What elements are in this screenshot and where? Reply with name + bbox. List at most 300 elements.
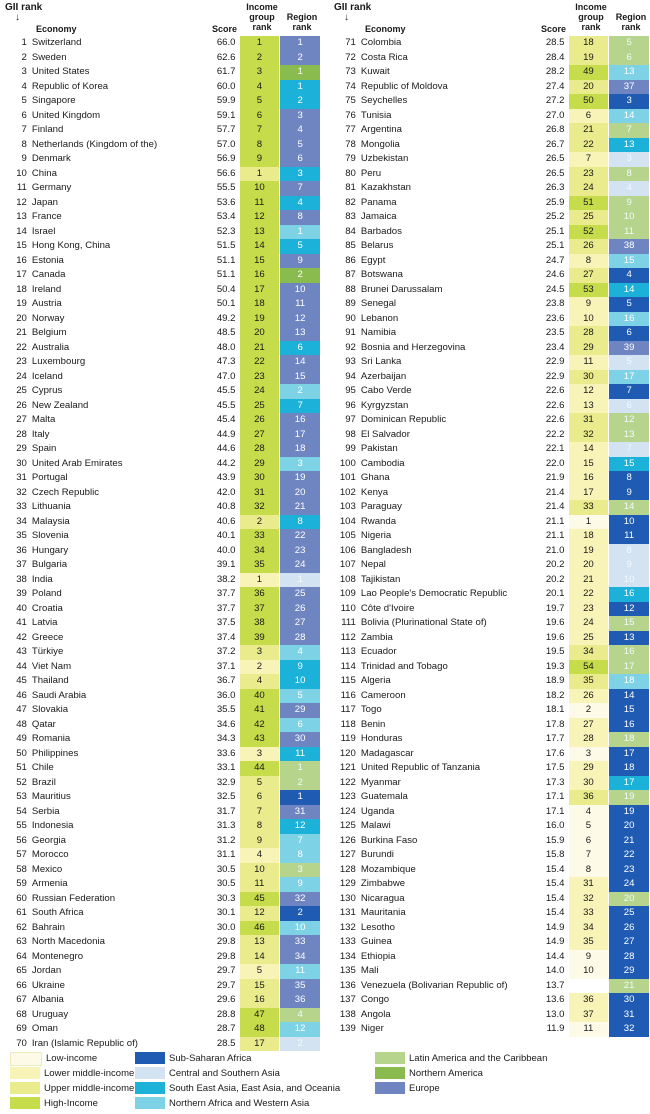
table-row	[334, 196, 649, 211]
gii-rank-cell: 76	[345, 109, 356, 121]
income-rank-cell: 43	[240, 732, 280, 747]
score-cell: 30.3	[216, 892, 236, 904]
income-rank-cell: 15	[569, 457, 609, 472]
score-header: Score	[212, 24, 238, 34]
table-row	[5, 442, 320, 457]
gii-rank-cell: 103	[339, 501, 356, 512]
legend-label: Low-income	[46, 1053, 98, 1064]
score-cell: 17.6	[545, 747, 565, 759]
gii-rank-cell: 113	[340, 646, 356, 657]
score-cell: 17.1	[545, 791, 565, 802]
table-row	[334, 964, 649, 979]
economy-cell: Congo	[360, 994, 390, 1005]
region-rank-cell: 8	[280, 210, 320, 225]
income-rank-cell: 33	[569, 500, 609, 515]
table-row	[334, 399, 649, 414]
region-rank-cell: 12	[609, 602, 649, 617]
gii-rank-cell: 134	[339, 950, 356, 962]
gii-rank-cell: 94	[345, 370, 356, 382]
legend-label: Northern America	[409, 1068, 483, 1079]
legend-swatch	[135, 1052, 165, 1064]
score-cell: 51.5	[216, 240, 236, 251]
score-cell: 40.6	[216, 515, 236, 527]
gii-rank-cell: 90	[345, 312, 356, 324]
economy-cell: Uganda	[360, 805, 395, 817]
score-cell: 11.9	[546, 1023, 565, 1034]
region-rank-cell: 4	[280, 1008, 320, 1023]
economy-cell: Australia	[31, 341, 70, 353]
economy-cell: Belarus	[360, 240, 394, 251]
table-row	[334, 80, 649, 95]
income-rank-cell: 49	[569, 65, 609, 80]
economy-cell: Trinidad and Tobago	[360, 660, 448, 672]
region-rank-cell: 5	[280, 138, 320, 153]
economy-cell: Madagascar	[360, 747, 414, 759]
region-rank-cell: 11	[609, 225, 649, 240]
table-row	[5, 761, 320, 776]
gii-rank-cell: 83	[345, 211, 356, 222]
score-cell: 29.7	[216, 979, 236, 991]
economy-cell: Dominican Republic	[360, 414, 447, 425]
region-rank-cell: 3	[280, 109, 320, 124]
table-row	[334, 210, 649, 225]
score-cell: 25.2	[545, 211, 565, 222]
table-row	[334, 51, 649, 66]
score-cell: 47.3	[216, 356, 236, 367]
region-rank-cell: 14	[609, 109, 649, 124]
economy-cell: Senegal	[360, 298, 397, 309]
economy-cell: Nicaragua	[360, 892, 405, 904]
economy-cell: Malta	[31, 414, 56, 425]
gii-rank-cell: 66	[16, 979, 27, 991]
region-rank-cell: 8	[609, 544, 649, 559]
region-rank-header: Region rank	[615, 12, 647, 32]
score-cell: 53.6	[216, 196, 236, 208]
score-cell: 38.2	[216, 573, 236, 585]
economy-cell: Zimbabwe	[360, 878, 406, 889]
economy-cell: Saudi Arabia	[31, 689, 87, 701]
table-row	[334, 138, 649, 153]
income-rank-cell: 19	[569, 51, 609, 66]
region-rank-cell: 31	[609, 1008, 649, 1023]
income-rank-cell: 8	[240, 819, 280, 834]
income-rank-cell: 26	[240, 413, 280, 428]
table-row	[5, 268, 320, 283]
economy-cell: Jamaica	[360, 211, 397, 222]
gii-rank-cell: 30	[16, 457, 27, 469]
region-rank-cell: 1	[280, 80, 320, 95]
income-rank-cell: 10	[569, 312, 609, 327]
gii-rank-cell: 4	[21, 80, 27, 92]
score-cell: 26.7	[545, 138, 565, 150]
income-rank-cell: 30	[240, 471, 280, 486]
table-row	[5, 36, 320, 51]
down-arrow-icon: ↓	[15, 12, 20, 23]
score-cell: 39.1	[216, 559, 236, 570]
region-rank-cell: 2	[280, 776, 320, 791]
income-rank-cell: 30	[569, 776, 609, 791]
income-rank-cell: 6	[240, 790, 280, 805]
region-rank-cell: 3	[609, 94, 649, 109]
table-row	[334, 529, 649, 544]
economy-cell: El Salvador	[360, 428, 410, 440]
region-rank-cell: 25	[609, 906, 649, 921]
economy-cell: Namibia	[360, 327, 397, 338]
table-row	[334, 355, 649, 370]
score-cell: 22.9	[545, 370, 565, 382]
income-rank-cell: 27	[569, 268, 609, 283]
region-rank-cell: 30	[280, 732, 320, 747]
table-row	[5, 1008, 320, 1023]
score-cell: 33.6	[216, 747, 236, 759]
table-row	[334, 848, 649, 863]
legend-swatch	[10, 1067, 40, 1079]
income-rank-cell: 26	[569, 689, 609, 704]
region-rank-cell: 32	[280, 892, 320, 907]
region-rank-cell: 4	[280, 645, 320, 660]
economy-cell: Belgium	[31, 327, 67, 338]
gii-rank-cell: 58	[16, 863, 27, 875]
economy-cell: Ethiopia	[360, 950, 396, 962]
economy-cell: Guinea	[360, 936, 392, 947]
score-cell: 44.9	[216, 428, 236, 440]
gii-rank-cell: 64	[16, 950, 27, 962]
legend-swatch	[10, 1097, 40, 1109]
gii-rank-cell: 73	[345, 66, 356, 77]
region-rank-cell: 3	[280, 457, 320, 472]
table-row	[5, 703, 320, 718]
gii-rank-cell: 120	[339, 747, 356, 759]
income-rank-cell: 20	[240, 326, 280, 341]
region-rank-cell: 17	[280, 428, 320, 443]
table-row	[5, 210, 320, 225]
region-rank-cell: 18	[609, 732, 649, 747]
gii-rank-cell: 124	[339, 805, 356, 817]
region-rank-cell: 2	[280, 384, 320, 399]
region-rank-cell: 5	[609, 355, 649, 370]
region-rank-cell: 39	[609, 341, 649, 356]
gii-rank-cell: 28	[16, 428, 27, 440]
gii-rank-cell: 101	[339, 472, 356, 483]
score-cell: 56.6	[216, 167, 236, 179]
region-rank-cell: 35	[280, 979, 320, 994]
income-rank-cell: 29	[240, 457, 280, 472]
score-cell: 19.5	[545, 646, 565, 657]
gii-rank-cell: 50	[16, 747, 27, 759]
table-row	[5, 689, 320, 704]
score-cell: 49.2	[216, 312, 236, 324]
score-cell: 28.2	[545, 66, 565, 77]
region-rank-cell: 24	[280, 558, 320, 573]
score-cell: 40.1	[216, 530, 236, 541]
region-rank-cell: 7	[280, 834, 320, 849]
economy-cell: Kyrgyzstan	[360, 399, 409, 411]
region-rank-cell: 14	[609, 500, 649, 515]
income-rank-cell: 14	[240, 239, 280, 254]
region-rank-cell: 17	[609, 370, 649, 385]
income-rank-cell: 31	[569, 413, 609, 428]
region-rank-cell: 16	[609, 718, 649, 733]
income-rank-cell: 36	[569, 790, 609, 805]
economy-cell: France	[31, 211, 62, 222]
economy-cell: Bangladesh	[360, 544, 412, 556]
gii-rank-cell: 71	[345, 37, 356, 48]
income-rank-cell: 17	[240, 283, 280, 298]
income-rank-cell: 1	[240, 36, 280, 51]
score-cell: 15.4	[545, 878, 565, 889]
region-rank-cell: 28	[280, 631, 320, 646]
table-row	[5, 51, 320, 66]
income-rank-cell: 9	[569, 950, 609, 965]
table-row	[5, 573, 320, 588]
region-rank-cell: 19	[280, 471, 320, 486]
income-rank-cell: 15	[240, 979, 280, 994]
income-rank-cell: 13	[240, 225, 280, 240]
table-row	[334, 152, 649, 167]
table-row	[334, 950, 649, 965]
region-rank-cell: 13	[609, 428, 649, 443]
table-row	[5, 500, 320, 515]
economy-cell: Kenya	[360, 486, 389, 498]
region-rank-cell: 13	[280, 326, 320, 341]
region-rank-cell: 38	[609, 239, 649, 254]
economy-cell: Niger	[360, 1023, 384, 1034]
table-row	[5, 674, 320, 689]
score-cell: 26.5	[545, 153, 565, 164]
income-rank-cell: 54	[569, 660, 609, 675]
score-cell: 44.2	[216, 457, 236, 469]
score-cell: 62.6	[216, 51, 236, 63]
table-row	[334, 1022, 649, 1037]
gii-rank-cell: 47	[16, 704, 27, 715]
score-cell: 13.6	[545, 994, 565, 1005]
region-rank-cell: 24	[609, 877, 649, 892]
left-rows	[5, 36, 320, 1051]
income-rank-cell: 6	[240, 109, 280, 124]
score-cell: 48.5	[216, 327, 236, 338]
income-rank-cell: 8	[569, 863, 609, 878]
gii-rank-cell: 72	[345, 51, 356, 63]
region-rank-cell: 4	[609, 181, 649, 196]
economy-cell: Seychelles	[360, 95, 408, 106]
score-cell: 26.5	[545, 167, 565, 179]
table-row	[334, 515, 649, 530]
gii-rank-cell: 21	[16, 327, 27, 338]
region-rank-cell: 1	[280, 225, 320, 240]
economy-cell: Lithuania	[31, 501, 71, 512]
economy-cell: New Zealand	[31, 399, 89, 411]
table-row	[334, 94, 649, 109]
region-rank-cell: 4	[280, 196, 320, 211]
gii-rank-cell: 48	[16, 718, 27, 730]
economy-cell: South Africa	[31, 907, 84, 918]
region-rank-cell: 3	[609, 152, 649, 167]
table-row	[5, 747, 320, 762]
income-rank-cell: 51	[569, 196, 609, 211]
legend-swatch	[10, 1082, 40, 1094]
economy-cell: Côte d'Ivoire	[360, 602, 415, 614]
economy-cell: Czech Republic	[31, 486, 100, 498]
gii-rank-cell: 17	[16, 269, 27, 280]
score-cell: 24.7	[545, 254, 565, 266]
economy-cell: Netherlands (Kingdom of the)	[31, 138, 158, 150]
table-row	[5, 515, 320, 530]
table-row	[334, 921, 649, 936]
table-row	[5, 1022, 320, 1037]
score-cell: 23.8	[545, 298, 565, 309]
region-rank-cell: 3	[280, 167, 320, 182]
table-row	[334, 616, 649, 631]
region-rank-cell: 19	[609, 805, 649, 820]
income-group-rank-header: Income group rank	[575, 2, 607, 32]
economy-cell: Türkiye	[31, 646, 64, 657]
economy-cell: Mongolia	[360, 138, 400, 150]
economy-cell: India	[31, 573, 53, 585]
table-row	[5, 877, 320, 892]
score-cell: 30.5	[216, 878, 236, 889]
gii-rank-cell: 128	[339, 863, 356, 875]
table-row	[5, 834, 320, 849]
score-cell: 34.6	[216, 718, 236, 730]
economy-cell: Mauritius	[31, 791, 71, 802]
gii-rank-cell: 69	[16, 1023, 27, 1034]
legend-swatch	[10, 1052, 42, 1066]
income-rank-cell: 31	[569, 877, 609, 892]
gii-rank-cell: 98	[345, 428, 356, 440]
region-rank-cell: 6	[609, 399, 649, 414]
score-cell: 18.2	[545, 689, 565, 701]
table-row	[334, 892, 649, 907]
economy-cell: United States	[31, 66, 90, 77]
table-row	[5, 645, 320, 660]
income-rank-cell: 11	[569, 355, 609, 370]
table-row	[334, 544, 649, 559]
score-cell: 27.2	[545, 95, 565, 106]
economy-cell: Cabo Verde	[360, 385, 412, 396]
income-rank-cell: 23	[240, 370, 280, 385]
economy-cell: Nigeria	[360, 530, 392, 541]
score-cell: 26.3	[545, 182, 565, 193]
score-cell: 48.0	[216, 341, 236, 353]
gii-rank-cell: 133	[339, 936, 356, 947]
score-cell: 28.7	[216, 1023, 236, 1034]
legend-label: Central and Southern Asia	[169, 1068, 280, 1079]
income-rank-cell: 11	[240, 877, 280, 892]
score-cell: 33.1	[216, 762, 236, 773]
gii-rank-cell: 16	[16, 254, 27, 266]
gii-rank-cell: 43	[16, 646, 27, 657]
economy-cell: Botswana	[360, 269, 403, 280]
gii-rank-cell: 86	[345, 254, 356, 266]
economy-cell: Ireland	[31, 283, 62, 295]
gii-rank-cell: 136	[339, 979, 356, 991]
gii-rank-cell: 75	[345, 95, 356, 106]
economy-cell: Uzbekistan	[360, 153, 409, 164]
economy-cell: Costa Rica	[360, 51, 408, 63]
table-row	[5, 370, 320, 385]
economy-cell: Bahrain	[31, 921, 65, 933]
income-rank-cell: 28	[569, 326, 609, 341]
economy-cell: Montenegro	[31, 950, 84, 962]
score-cell: 34.3	[216, 733, 236, 744]
table-row	[334, 631, 649, 646]
gii-rank-cell: 61	[16, 907, 27, 918]
gii-rank-cell: 65	[16, 965, 27, 976]
gii-rank-cell: 67	[16, 994, 27, 1005]
economy-cell: Italy	[31, 428, 50, 440]
region-rank-cell: 34	[280, 950, 320, 965]
table-row	[334, 36, 649, 51]
table-row	[334, 805, 649, 820]
table-row	[5, 979, 320, 994]
region-rank-cell: 7	[609, 442, 649, 457]
income-rank-cell: 9	[240, 834, 280, 849]
region-rank-cell: 23	[280, 544, 320, 559]
score-cell: 20.1	[545, 588, 565, 599]
income-rank-cell: 34	[569, 921, 609, 936]
score-cell: 23.5	[545, 327, 565, 338]
table-row	[334, 297, 649, 312]
gii-rank-cell: 102	[339, 486, 356, 498]
region-rank-cell: 18	[280, 442, 320, 457]
gii-rank-cell: 20	[16, 312, 27, 324]
table-row	[5, 950, 320, 965]
table-row	[334, 790, 649, 805]
table-row	[334, 486, 649, 501]
income-rank-cell: 19	[569, 544, 609, 559]
income-rank-cell: 4	[240, 674, 280, 689]
gii-rank-cell: 84	[345, 225, 356, 237]
income-rank-cell: 12	[240, 906, 280, 921]
gii-rank-cell: 35	[16, 530, 27, 541]
table-row	[5, 602, 320, 617]
economy-cell: Rwanda	[360, 515, 397, 527]
economy-cell: Mexico	[31, 863, 63, 875]
region-rank-cell: 8	[280, 515, 320, 530]
income-rank-cell: 4	[240, 80, 280, 95]
income-rank-cell: 10	[240, 181, 280, 196]
score-cell: 29.7	[216, 965, 236, 976]
score-cell: 21.4	[545, 486, 565, 498]
table-row	[334, 993, 649, 1008]
table-row	[334, 413, 649, 428]
region-rank-cell: 3	[280, 863, 320, 878]
region-rank-cell: 9	[280, 877, 320, 892]
score-cell: 37.7	[216, 588, 236, 599]
economy-cell: Thailand	[31, 675, 69, 686]
score-cell: 15.4	[545, 863, 565, 875]
gii-rank-cell: 19	[16, 298, 27, 309]
economy-cell: Pakistan	[360, 443, 398, 454]
score-cell: 53.4	[216, 211, 236, 222]
economy-cell: Iceland	[31, 370, 63, 382]
table-row	[334, 587, 649, 602]
income-rank-cell: 24	[569, 181, 609, 196]
region-rank-cell: 9	[280, 660, 320, 675]
table-row	[334, 558, 649, 573]
score-cell: 20.2	[545, 559, 565, 570]
region-rank-cell: 12	[280, 1022, 320, 1037]
region-rank-cell: 15	[609, 254, 649, 269]
table-row	[5, 486, 320, 501]
score-cell: 29.6	[216, 994, 236, 1005]
income-rank-cell: 13	[569, 399, 609, 414]
gii-rank-cell: 23	[16, 356, 27, 367]
region-rank-cell: 10	[609, 515, 649, 530]
region-rank-cell: 17	[609, 660, 649, 675]
table-row	[334, 689, 649, 704]
score-cell: 14.4	[545, 950, 565, 962]
